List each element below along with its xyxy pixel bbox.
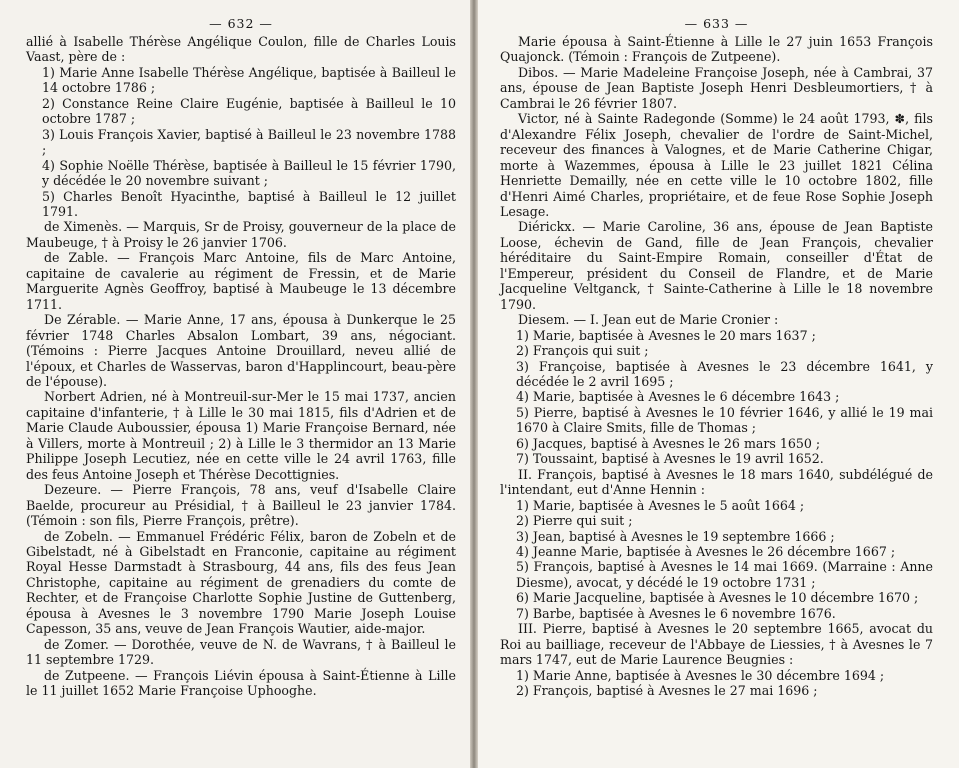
list-item: 7) Barbe, baptisée à Avesnes le 6 novembre 1676. bbox=[516, 605, 836, 621]
entry-de-zable: de Zable. — François Marc Antoine, fils de Marc Antoine, capitaine de cavalerie au régiment de Fressin, et de Marie Marguerite Agnès Geoffroy, baptisé à Maubeuge le 13 décembre 1711. bbox=[26, 250, 456, 312]
list-item: 1) Marie, baptisée à Avesnes le 20 mars 1637 ; bbox=[516, 327, 816, 343]
text-line: allié à Isabelle Thérèse Angélique Coulon, fille de Charles Louis Vaast, père de : bbox=[26, 34, 456, 65]
entry-de-zobeln: de Zobeln. — Emmanuel Frédéric Félix, baron de Zobeln et de Gibelstadt, né à Gibelstadt en Franconie, capitaine au régiment Royal Hesse Darmstadt à Strasbourg, 44 ans, fils des feus Jean Christophe, capitaine au régiment de grenadiers du comte de Rechter, et de Françoise Charlotte Sophie Justine de Guttenberg, épousa à Avesnes le 3 novembre 1790 Marie Joseph Louise Capesson, 35 ans, veuve de Jean François Wautier, aide-major. bbox=[26, 528, 456, 637]
entry-marie-quajonck: Marie épousa à Saint-Étienne à Lille le 27 juin 1653 François Quajonck. (Témoin : François de Zutpeene). bbox=[500, 34, 933, 65]
left-page bbox=[0, 0, 470, 768]
page-number-633: — 633 — bbox=[684, 16, 749, 31]
list-item: 4) Marie, baptisée à Avesnes le 6 décembre 1643 ; bbox=[516, 389, 840, 405]
entry-de-zerable: De Zérable. — Marie Anne, 17 ans, épousa à Dunkerque le 25 février 1748 Charles Absalon Lombart, 39 ans, négociant. (Témoins : Pierre Jacques Antoine Drouillard, neveu allié de l'époux, et Charles de Wasservas, baron d'Happlincourt, beau-père de l'épouse). bbox=[26, 312, 456, 389]
entry-norbert-adrien: Norbert Adrien, né à Montreuil-sur-Mer le 15 mai 1737, ancien capitaine d'infanterie, † à Lille le 30 mai 1815, fils d'Adrien et de Marie Claude Auboussier, épousa 1) Marie Françoise Bernard, née à Villers, morte à Montreuil ; 2) à Lille le 3 thermidor an 13 Marie Philippe Joseph Lecutiez, née en cette ville le 24 avril 1763, fille des feus Antoine Joseph et Thérèse Decottignies. bbox=[26, 389, 456, 482]
right-page-body bbox=[500, 34, 933, 698]
book-gutter bbox=[470, 0, 478, 768]
right-page bbox=[478, 0, 959, 768]
list-item: 1) Marie Anne Isabelle Thérèse Angélique, baptisée à Bailleul le 14 octobre 1786 ; bbox=[42, 64, 456, 96]
entry-de-zutpeene: de Zutpeene. — François Liévin épousa à Saint-Étienne à Lille le 11 juillet 1652 Marie Françoise Uphooghe. bbox=[26, 667, 456, 699]
list-item: 4) Jeanne Marie, baptisée à Avesnes le 26 décembre 1667 ; bbox=[516, 543, 896, 559]
entry-dezeure: Dezeure. — Pierre François, 78 ans, veuf d'Isabelle Claire Baelde, procureur au Présidial, † à Bailleul le 23 janvier 1784. (Témoin : son fils, Pierre François, prêtre). bbox=[26, 482, 456, 529]
list-item: 2) François, baptisé à Avesnes le 27 mai 1696 ; bbox=[516, 683, 818, 699]
list-item: 4) Sophie Noëlle Thérèse, baptisée à Bailleul le 15 février 1790, y décédée le 20 novembre suivant ; bbox=[42, 157, 456, 189]
list-item: 1) Marie, baptisée à Avesnes le 5 août 1664 ; bbox=[516, 497, 805, 513]
list-item: 2) François qui suit ; bbox=[516, 343, 649, 359]
entry-diesem: Diesem. — I. Jean eut de Marie Cronier : bbox=[518, 312, 779, 328]
list-item: 2) Constance Reine Claire Eugénie, baptisée à Bailleul le 10 octobre 1787 ; bbox=[42, 95, 456, 127]
list-item: 3) Françoise, baptisée à Avesnes le 23 décembre 1641, y décédée le 2 avril 1695 ; bbox=[516, 358, 933, 389]
entry-victor: Victor, né à Sainte Radegonde (Somme) le 24 août 1793, ✽, fils d'Alexandre Félix Joseph, chevalier de l'ordre de Saint-Michel, receveur des finances à Valognes, et de Marie Catherine Chigar, morte à Wazemmes, épousa à Lille le 23 juillet 1821 Célina Henriette Demailly, née en cette ville le 10 octobre 1802, fille d'Henri Aimé Charles, propriétaire, et de feue Rose Sophie Joseph Lesage. bbox=[500, 111, 933, 219]
list-item: 1) Marie Anne, baptisée à Avesnes le 30 décembre 1694 ; bbox=[516, 667, 885, 683]
list-item: 3) Louis François Xavier, baptisé à Bailleul le 23 novembre 1788 ; bbox=[42, 126, 456, 158]
list-item: 6) Marie Jacqueline, baptisée à Avesnes le 10 décembre 1670 ; bbox=[516, 590, 919, 606]
entry-dierickx: Diérickx. — Marie Caroline, 36 ans, épouse de Jean Baptiste Loose, échevin de Gand, fille de Jean François, chevalier héréditaire du Saint-Empire Romain, conseiller d'État de l'Empereur, président du Conseil de Flandre, et de Marie Jacqueline Veltganck, † Sainte-Catherine à Lille le 18 novembre 1790. bbox=[500, 219, 933, 312]
list-item: 5) François, baptisé à Avesnes le 14 mai 1669. (Marraine : Anne Diesme), avocat, y décédé le 19 octobre 1731 ; bbox=[516, 559, 933, 590]
entry-dibos: Dibos. — Marie Madeleine Françoise Joseph, née à Cambrai, 37 ans, épouse de Jean Baptiste Joseph Henri Desbleumortiers, † à Cambrai le 26 février 1807. bbox=[500, 64, 933, 111]
entry-de-ximenes: de Ximenès. — Marquis, Sr de Proisy, gouverneur de la place de Maubeuge, † à Proisy le 26 janvier 1706. bbox=[26, 219, 456, 250]
list-item: 6) Jacques, baptisé à Avesnes le 26 mars 1650 ; bbox=[516, 435, 821, 451]
entry-diesem-ii: II. François, baptisé à Avesnes le 18 mars 1640, subdélégué de l'intendant, eut d'Anne Hennin : bbox=[500, 466, 933, 498]
list-item: 7) Toussaint, baptisé à Avesnes le 19 avril 1652. bbox=[516, 451, 824, 467]
list-item: 5) Charles Benoît Hyacinthe, baptisé à Bailleul le 12 juillet 1791. bbox=[42, 188, 456, 219]
entry-diesem-iii: III. Pierre, baptisé à Avesnes le 20 septembre 1665, avocat du Roi au bailliage, receveur de l'Abbaye de Liessies, † à Avesnes le 7 mars 1747, eut de Marie Laurence Beugnies : bbox=[500, 621, 933, 668]
entry-de-zomer: de Zomer. — Dorothée, veuve de N. de Wavrans, † à Bailleul le 11 septembre 1729. bbox=[26, 636, 456, 668]
list-item: 3) Jean, baptisé à Avesnes le 19 septembre 1666 ; bbox=[516, 528, 835, 544]
list-item: 5) Pierre, baptisé à Avesnes le 10 février 1646, y allié le 19 mai 1670 à Claire Smits, fille de Thomas ; bbox=[516, 404, 933, 436]
list-item: 2) Pierre qui suit ; bbox=[516, 513, 633, 529]
page-number-632: — 632 — bbox=[209, 16, 273, 31]
left-page-body bbox=[26, 34, 456, 698]
